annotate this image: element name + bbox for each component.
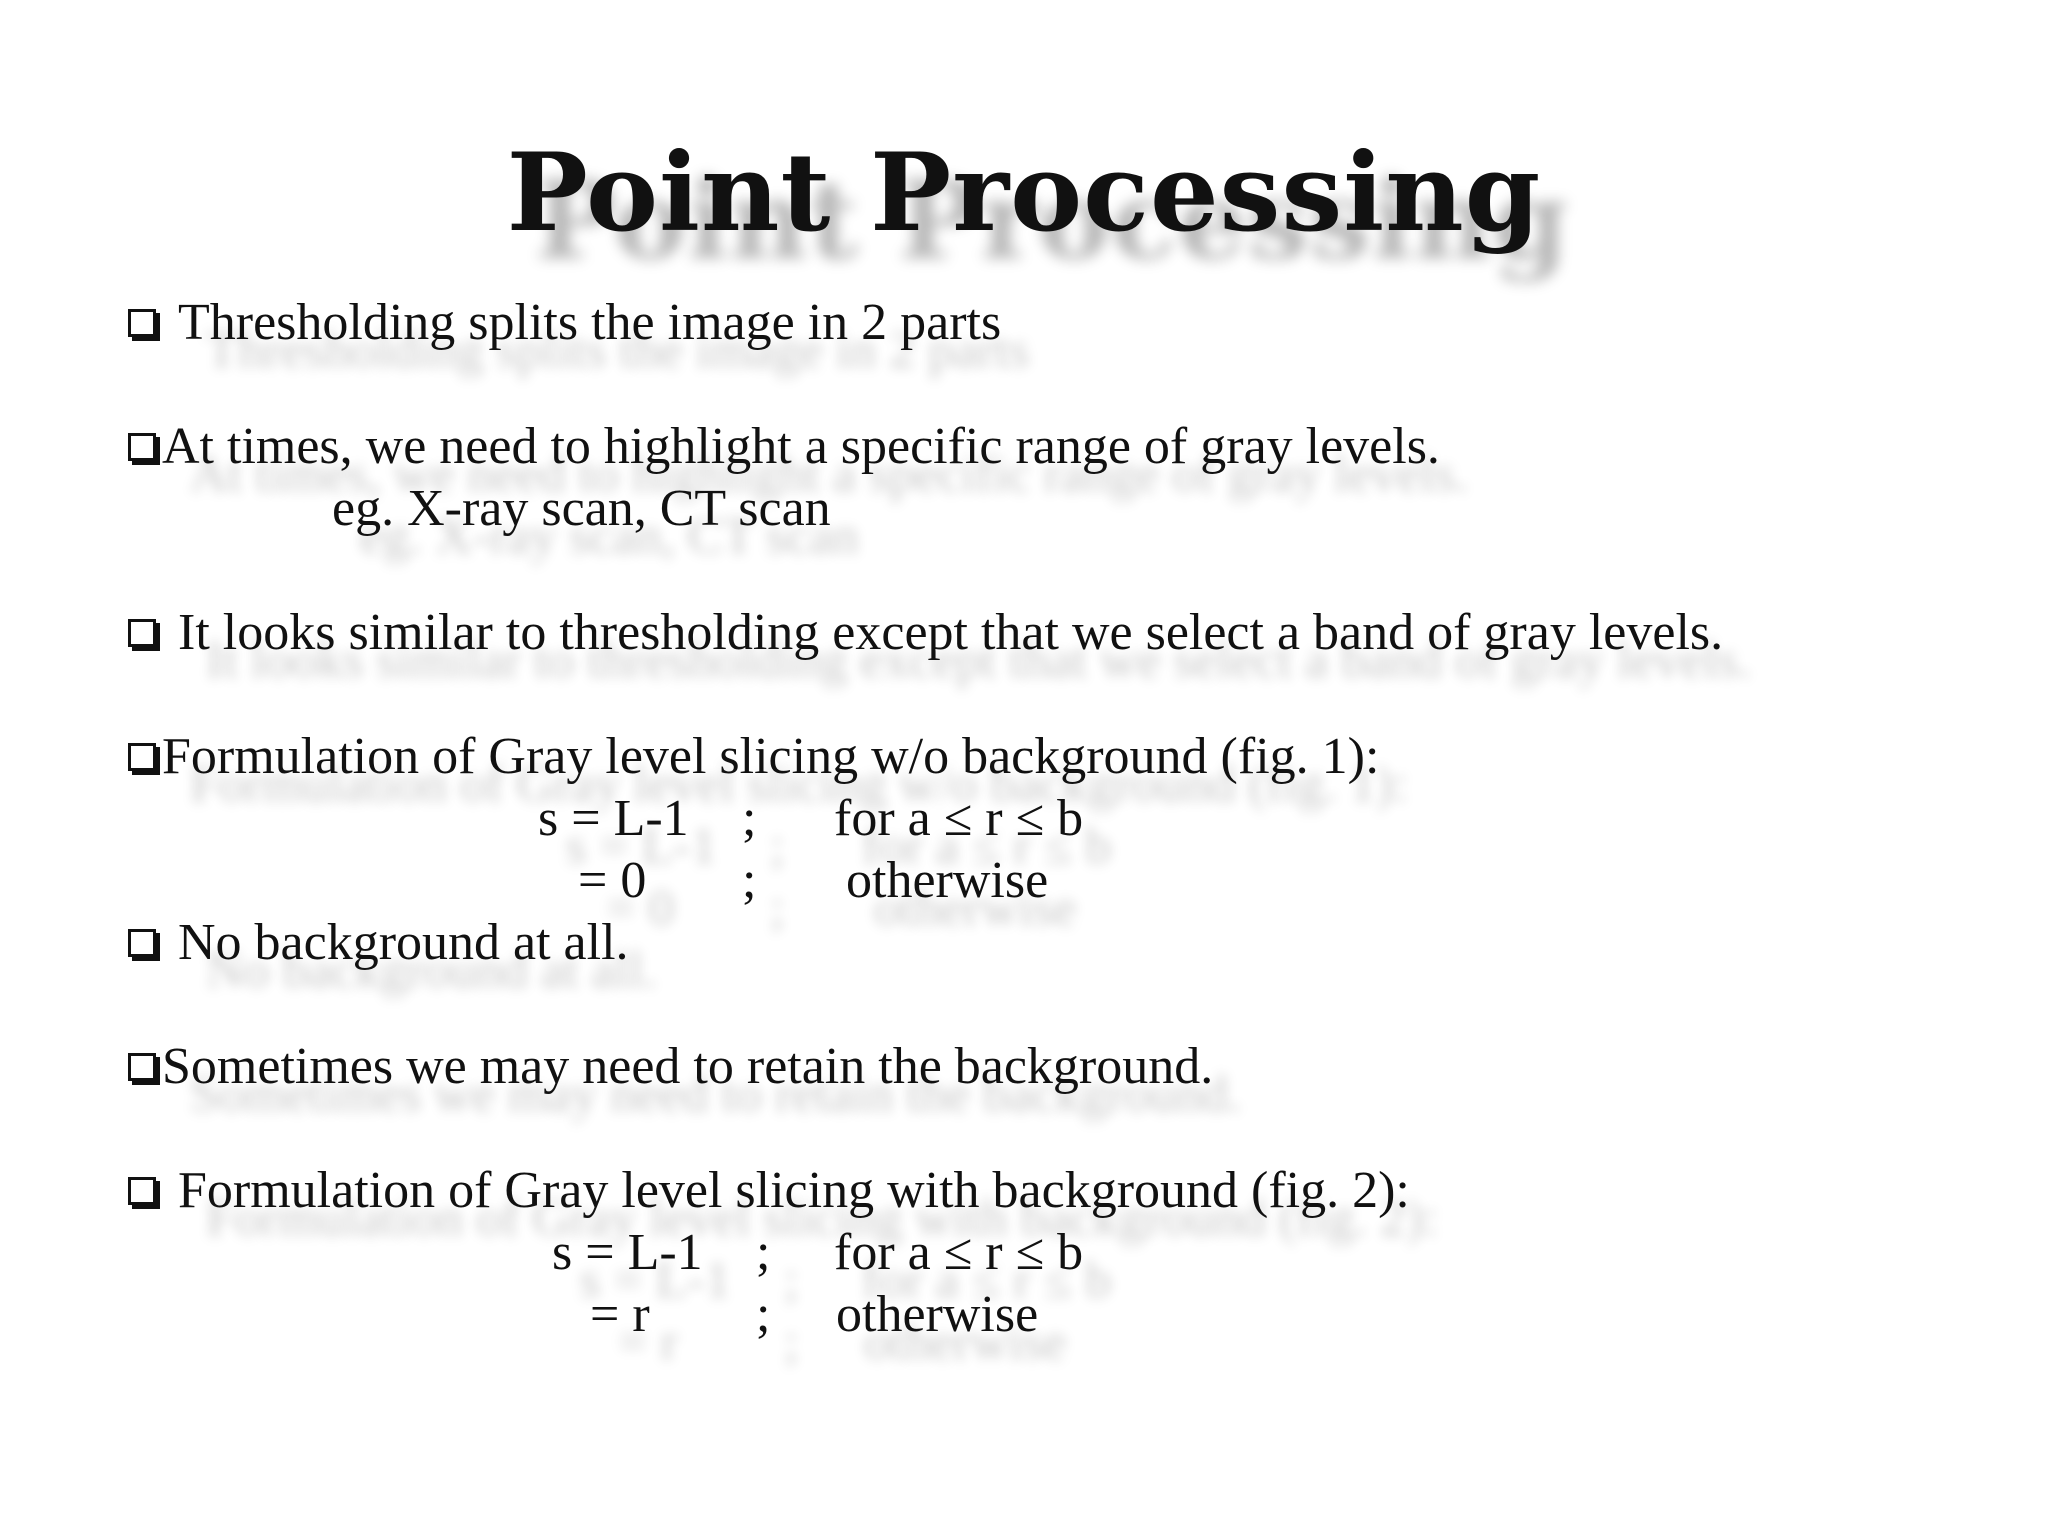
- bullet-item: [128, 416, 1440, 478]
- checkbox-square-icon: [128, 929, 156, 957]
- formula-condition: for a ≤ r ≤ b: [834, 1224, 1084, 1281]
- bullet-item: [128, 602, 1723, 664]
- bullet-text: Formulation of Gray level slicing with background (fig. 2):: [178, 1162, 1410, 1219]
- formula-lhs: = r: [590, 1286, 650, 1343]
- checkbox-square-icon: [128, 433, 156, 461]
- bullet-item: [128, 1036, 1213, 1098]
- example-line: eg. X-ray scan, CT scan: [332, 480, 831, 537]
- checkbox-square-icon: [128, 1177, 156, 1205]
- checkbox-square-icon: [128, 1053, 156, 1081]
- formula-lhs: s = L-1: [538, 790, 689, 847]
- formula-separator: ;: [742, 852, 757, 909]
- bullet-text: Thresholding splits the image in 2 parts: [178, 294, 1002, 351]
- formula-separator: ;: [756, 1286, 771, 1343]
- formula-condition: otherwise: [846, 852, 1049, 909]
- formula-condition: for a ≤ r ≤ b: [834, 790, 1084, 847]
- formula-condition: otherwise: [836, 1286, 1039, 1343]
- bullet-text: At times, we need to highlight a specific range of gray levels.: [162, 418, 1440, 475]
- checkbox-square-icon: [128, 743, 156, 771]
- bullet-item: [128, 1160, 1410, 1222]
- formula-lhs: = 0: [578, 852, 647, 909]
- bullet-item: [128, 912, 629, 974]
- bullet-item: [128, 726, 1379, 788]
- formula-lhs: s = L-1: [552, 1224, 703, 1281]
- bullet-item: [128, 292, 1001, 354]
- bullet-text: No background at all.: [178, 914, 629, 971]
- bullet-text: Formulation of Gray level slicing w/o background (fig. 1):: [162, 728, 1380, 785]
- formula-separator: ;: [742, 790, 757, 847]
- formula-separator: ;: [756, 1224, 771, 1281]
- checkbox-square-icon: [128, 619, 156, 647]
- checkbox-square-icon: [128, 309, 156, 337]
- slide-title: Point Processing: [506, 130, 1542, 256]
- bullet-text: It looks similar to thresholding except that we select a band of gray levels.: [178, 604, 1724, 661]
- bullet-text: Sometimes we may need to retain the background.: [162, 1038, 1214, 1095]
